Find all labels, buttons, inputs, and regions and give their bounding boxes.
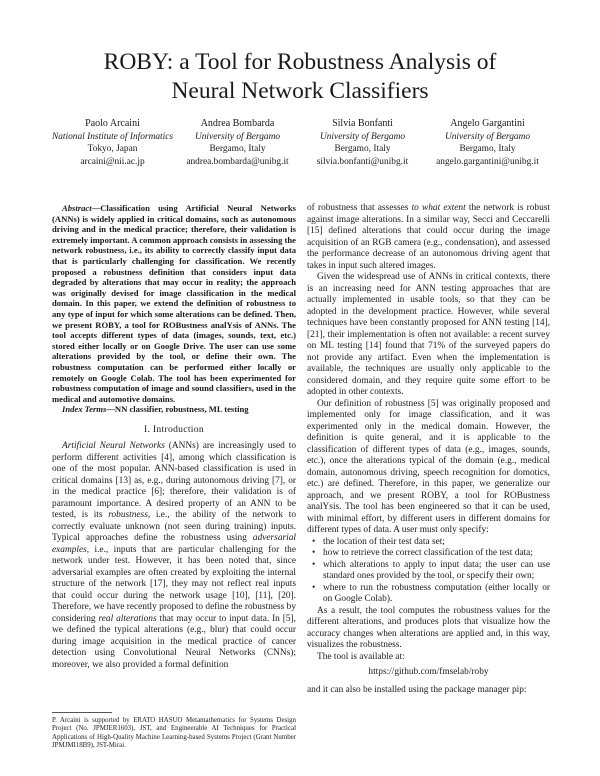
left-column (52, 203, 296, 671)
author-location: Bergamo, Italy (209, 144, 266, 155)
author-location: Bergamo, Italy (334, 144, 391, 155)
author-name: Andrea Bombarda (200, 118, 275, 129)
intro-paragraph-continued (307, 203, 550, 272)
title-line-2: Neural Network Classifiers (171, 78, 429, 104)
author-location: Bergamo, Italy (459, 144, 516, 155)
index-terms-text: —NN classifier, robustness, ML testing (106, 404, 249, 415)
intro-paragraph-2: Given the widespread use of ANNs in critical contexts, there is an increasing need for ANN testing approaches that are actually implemented in usable tools, so that they can be adopted in the development practice. However, while several techniques have been constantly proposed for ANN testing [14], [21], their implementation is often not available: a recent survey on ML testing [14] found that 71% of the surveyed papers do not provide any artifact. Even when the implementation is available, the techniques are usually only applicable to the considered domain, and they require quite some effort to be adopted in other contexts. (307, 272, 550, 397)
author-affiliation: University of Bergamo (319, 131, 406, 142)
emphasis-text: robustness (108, 510, 148, 521)
author-affiliation: National Institute of Informatics (51, 131, 174, 142)
author-1 (50, 118, 175, 168)
abstract-dash: — (91, 203, 101, 213)
repository-url[interactable]: https://github.com/fmselab/roby (368, 667, 489, 677)
body-text: the network is robust against image alterations. In a similar way, Secci and Ceccarelli [15] defined alterations that could occur during the image acquisition of an RGB camera (e.g., condensation), and assessed the performance decrease of an autonomous driving agent that takes in input such altered images. (307, 203, 551, 271)
paper-title (0, 48, 600, 106)
intro-paragraph-5: The tool is available at: (317, 651, 405, 662)
body-text: , i.e., inputs that are particular challenging for the network under test. However, it has been noted that, since adversarial examples are often created by exploiting the internal structure of the network [17], they may not reflect real inputs that could occur during the network usage [10], [11], [20]. Therefore, we have recently proposed to define the robustness by considering (52, 544, 296, 624)
author-3 (300, 118, 425, 168)
index-terms (52, 404, 296, 415)
list-item: • where to run the robustness computation (either locally or on Google Colab). (323, 583, 550, 606)
emphasis-text: Artificial Neural Networks (62, 441, 165, 452)
intro-paragraph-1 (52, 441, 296, 671)
author-name: Angelo Gargantini (450, 118, 525, 129)
author-block (50, 118, 550, 168)
requirements-list (307, 537, 550, 606)
author-affiliation: University of Bergamo (194, 131, 281, 142)
author-2 (175, 118, 300, 168)
abstract-text: Classification using Artificial Neural Networks (ANNs) is widely applied in critical domains, such as autonomous driving and in the medical practice; therefore, their validation is extremely important. A common approach consists in assessing the network robustness, i.e., its ability to correctly classify input data that is particularly challenging for classification. We recently proposed a robustness definition that considers input data degraded by alterations that may occur in reality; the approach was originally devised for image classification in the medical domain. In this paper, we extend the definition of robustness to any type of input for which some alterations can be defined. Then, we present ROBY, a tool for ROBustness analYsis of ANNs. The tool accepts different types of data (images, sounds, text, etc.) stored either locally or on Google Drive. The user can use some alterations provided by the tool, or define their own. The robustness computation can be performed either locally or remotely on Google Colab. The tool has been experimented for robustness computation of image and sound classifiers, used in the medical and automotive domains. (52, 203, 296, 404)
right-column (307, 203, 550, 696)
body-text: that may occur to input data. In [5], we defined the typical alterations (e.g., blur) that could occur during image acquisition in the medical practice of cancer detection using Convolutional Neural Networks (CNNs); moreover, we also provided a formal definition (52, 613, 296, 670)
author-email: angelo.gargantini@unibg.it (436, 156, 539, 167)
intro-paragraph-3: Our definition of robustness [5] was originally proposed and implemented only for image classification, and it was experimented only in the medical domain. However, the definition is quite general, and it is applicable to the classification of different types of data (e.g., images, sounds, etc.), once the alterations typical of the domain (e.g., medical domain, autonomous driving, speech recognition for domotics, etc.) are defined. Therefore, in this paper, we generalize our approach, and we present ROBY, a tool for ROBustness analYsis. The tool has been engineered so that it can be used, with minimal effort, by different users in different domains for different types of data. A user must only specify: (307, 398, 550, 535)
body-text: (ANNs) are increasingly used to perform different activities [4], among which classification is one of the most popular. ANN-based classification is used in critical domains [13] as, e.g., during autonomous driving [7], or in the medical practice [6]; therefore, their validation is of paramount importance. A desired property of an ANN to be tested, is its (52, 441, 297, 521)
author-email: arcaini@nii.ac.jp (80, 156, 145, 167)
body-text: , i.e., the ability of the network to correctly evaluate unknown (not seen during training) inputs. Typical approaches define the robustness using (52, 510, 296, 544)
footnote-rule (52, 712, 112, 713)
author-4 (425, 118, 550, 168)
body-text: of robustness that assesses (307, 203, 412, 213)
author-location: Tokyo, Japan (87, 144, 138, 155)
index-terms-label: Index Terms (62, 404, 107, 415)
section-heading: I. Introduction (144, 423, 204, 435)
abstract-label: Abstract (62, 203, 92, 213)
emphasis-text: to what extent (411, 203, 466, 213)
emphasis-text: adversarial examples (52, 533, 296, 555)
list-item: • the location of their test data set; (323, 537, 550, 549)
list-item: • which alterations to apply to input data; the user can use standard ones provided by the tool, or specify their own; (323, 560, 550, 583)
intro-paragraph-6: and it can also be installed using the package manager pip: (307, 684, 527, 695)
author-email: silvia.bonfanti@unibg.it (316, 156, 409, 167)
emphasis-text: real alterations (98, 613, 157, 624)
list-item: • how to retrieve the correct classification of the test data; (323, 548, 550, 560)
abstract (52, 203, 296, 404)
intro-paragraph-4: As a result, the tool computes the robustness values for the different alterations, and produces plots that visualize how the accuracy changes when alterations are applied and, in this way, visualizes the robustness. (307, 605, 550, 650)
footnote: P. Arcaini is supported by ERATO HASUO Metamathematics for Systems Design Project (No. JPMJER1603), JST, and Engineerable AI Techniques for Practical Applications of High-Quality Machine Learning-based Systems Project (Grant Number JPMJMI18B9), JST-Mirai. (52, 717, 296, 750)
author-name: Paolo Arcaini (85, 118, 140, 129)
author-email: andrea.bombarda@unibg.it (186, 156, 289, 167)
author-affiliation: University of Bergamo (444, 131, 531, 142)
title-line-1: ROBY: a Tool for Robustness Analysis of (103, 49, 497, 75)
author-name: Silvia Bonfanti (332, 118, 393, 129)
